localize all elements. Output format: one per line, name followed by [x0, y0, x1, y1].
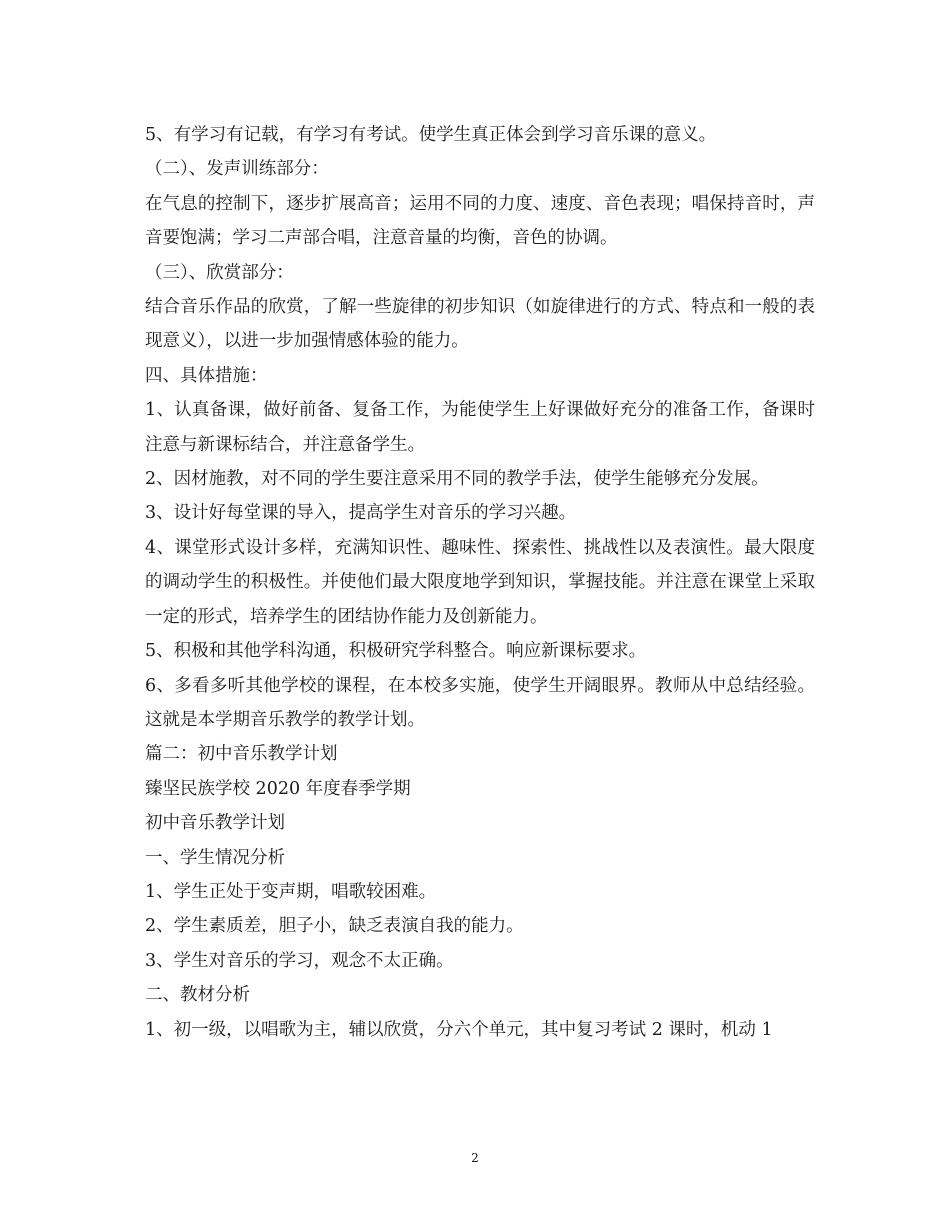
- paragraph-student-1: 1、学生正处于变声期，唱歌较困难。: [145, 881, 437, 902]
- paragraph-textbook-1: 1、初一级，以唱歌为主，辅以欣赏，分六个单元，其中复习考试 2 课时，机动 1: [145, 1019, 773, 1040]
- page-number: 2: [471, 1151, 479, 1165]
- paragraph-measure-6: 6、多看多听其他学校的课程，在本校多实施，使学生开阔眼界。教师从中总结经验。这就是本学期音乐教学的教学计划。: [145, 675, 815, 730]
- paragraph-vocal-training: 在气息的控制下，逐步扩展高音；运用不同的力度、速度、音色表现；唱保持音时，声音要饱满；学习二声部合唱，注意音量的均衡，音色的协调。: [145, 193, 815, 249]
- article-title-part-two: 篇二：初中音乐教学计划: [145, 744, 338, 765]
- paragraph-measure-1: 1、认真备课，做好前备、复备工作，为能使学生上好课做好充分的准备工作，备课时注意与新课标结合，并注意备学生。: [145, 400, 815, 455]
- section-heading-appreciation: （三）、欣赏部分：: [145, 262, 294, 283]
- paragraph-measure-5: 5、积极和其他学科沟通，积极研究学科整合。响应新课标要求。: [145, 641, 647, 662]
- paragraph-measure-4: 4、课堂形式设计多样，充满知识性、趣味性、探索性、挑战性以及表演性。最大限度的调动学生的积极性。并使他们最大限度地学到知识，掌握技能。并注意在课堂上采取一定的形式，培养学生的团结协作能力及创新能力。: [145, 537, 815, 627]
- section-heading-measures: 四、具体措施：: [145, 365, 268, 386]
- plan-title: 初中音乐教学计划: [145, 813, 285, 834]
- paragraph-student-2: 2、学生素质差，胆子小，缺乏表演自我的能力。: [145, 916, 524, 937]
- paragraph-item-5-record: 5、有学习有记载，有学习有考试。使学生真正体会到学习音乐课的意义。: [145, 125, 717, 145]
- paragraph-appreciation: 结合音乐作品的欣赏，了解一些旋律的初步知识（如旋律进行的方式、特点和一般的表现意义），以进一步加强情感体验的能力。: [145, 297, 815, 352]
- section-heading-textbook-analysis: 二、教材分析: [145, 985, 250, 1006]
- paragraph-student-3: 3、学生对音乐的学习，观念不太正确。: [145, 950, 454, 971]
- paragraph-measure-2: 2、因材施教，对不同的学生要注意采用不同的教学手法，使学生能够充分发展。: [145, 469, 769, 490]
- school-term-line: 臻坚民族学校 2020 年度春季学期: [145, 778, 411, 799]
- section-heading-vocal-training: （二）、发声训练部分：: [145, 159, 329, 180]
- document-body: [145, 118, 815, 1047]
- section-heading-student-analysis: 一、学生情况分析: [145, 847, 285, 868]
- paragraph-measure-3: 3、设计好每堂课的导入，提高学生对音乐的学习兴趣。: [145, 503, 577, 524]
